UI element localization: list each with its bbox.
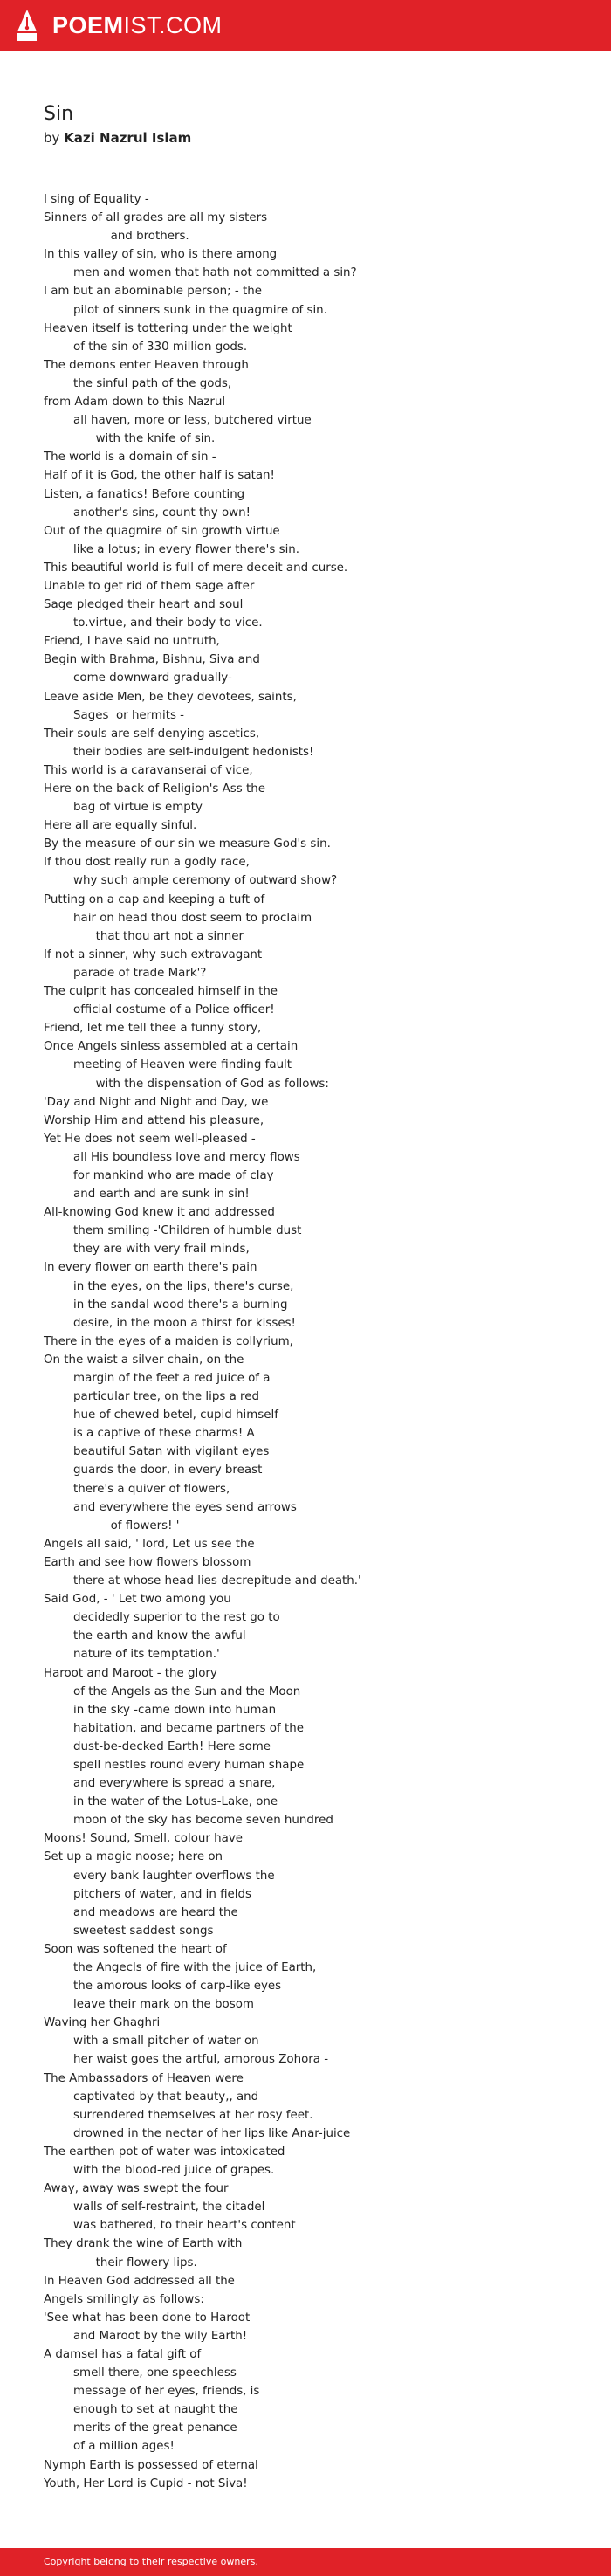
poem-line: sweetest saddest songs xyxy=(44,1924,214,1938)
poem-line: smell there, one speechless xyxy=(44,2366,237,2380)
poem-line: all His boundless love and mercy flows xyxy=(44,1150,300,1164)
poem-line: her waist goes the artful, amorous Zohora - xyxy=(44,2053,329,2067)
poem-line: meeting of Heaven were finding fault xyxy=(44,1058,292,1072)
poem-line: message of her eyes, friends, is xyxy=(44,2385,260,2399)
poem-line: surrendered themselves at her rosy feet. xyxy=(44,2108,313,2122)
poem-line: I am but an abominable person; - the xyxy=(44,285,262,299)
poem-line: men and women that hath not committed a sin? xyxy=(44,266,357,280)
poem-line: drowned in the nectar of her lips like Anar-juice xyxy=(44,2126,351,2140)
logo-text-light: IST.COM xyxy=(123,12,223,38)
poem-line: Sage pledged their heart and soul xyxy=(44,598,244,612)
poem-line: Leave aside Men, be they devotees, saints, xyxy=(44,690,297,704)
poem-line: Friend, let me tell thee a funny story, xyxy=(44,1022,262,1036)
pen-nib-icon[interactable] xyxy=(16,9,38,42)
poem-line: Angels smilingly as follows: xyxy=(44,2292,204,2306)
poem-line: On the waist a silver chain, on the xyxy=(44,1353,244,1367)
poem-line: Nymph Earth is possessed of eternal xyxy=(44,2458,258,2472)
poem-line: Youth, Her Lord is Cupid - not Siva! xyxy=(44,2476,248,2490)
logo-text-bold: POEM xyxy=(52,12,124,38)
poem-line: pilot of sinners sunk in the quagmire of sin. xyxy=(44,303,327,317)
poem-line: them smiling -'Children of humble dust xyxy=(44,1224,302,1238)
poem-line: The demons enter Heaven through xyxy=(44,358,249,372)
poem-line: Haroot and Maroot - the glory xyxy=(44,1666,217,1680)
poem-line: The world is a domain of sin - xyxy=(44,451,216,465)
poem-line: They drank the wine of Earth with xyxy=(44,2237,243,2251)
poem-line: If thou dost really run a godly race, xyxy=(44,856,250,870)
poem-line: The Ambassadors of Heaven were xyxy=(44,2071,244,2085)
poem-line: Away, away was swept the four xyxy=(44,2182,229,2196)
poem-line: Here all are equally sinful. xyxy=(44,819,197,833)
poem-line: The earthen pot of water was intoxicated xyxy=(44,2145,285,2159)
poem-line: desire, in the moon a thirst for kisses! xyxy=(44,1316,296,1330)
poem-line: the earth and know the awful xyxy=(44,1629,246,1643)
poem-line: of the sin of 330 million gods. xyxy=(44,340,248,354)
poem-line: enough to set at naught the xyxy=(44,2403,238,2417)
poem-line: Unable to get rid of them sage after xyxy=(44,579,255,593)
poem-line: particular tree, on the lips a red xyxy=(44,1390,259,1404)
poem-line: and Maroot by the wily Earth! xyxy=(44,2329,248,2343)
poem-line: By the measure of our sin we measure God's sin. xyxy=(44,837,331,851)
poem-line: Sages or hermits - xyxy=(44,708,185,722)
poem-line: There in the eyes of a maiden is collyrium, xyxy=(44,1334,293,1348)
poem-line: there's a quiver of flowers, xyxy=(44,1482,230,1496)
poem-line: like a lotus; in every flower there's sin. xyxy=(44,542,300,556)
poem-line: This beautiful world is full of mere deceit and curse. xyxy=(44,561,348,575)
poem-line: and everywhere the eyes send arrows xyxy=(44,1500,297,1514)
poem-line: walls of self-restraint, the citadel xyxy=(44,2201,265,2214)
poem-line: all haven, more or less, butchered virtue xyxy=(44,414,312,428)
poem-line: Worship Him and attend his pleasure, xyxy=(44,1113,264,1127)
poem-line: with the dispensation of God as follows: xyxy=(44,1077,329,1091)
poem-line: If not a sinner, why such extravagant xyxy=(44,947,263,961)
poem-line: This world is a caravanserai of vice, xyxy=(44,763,253,777)
poem-line: All-knowing God knew it and addressed xyxy=(44,1206,275,1220)
poem-line: habitation, and became partners of the xyxy=(44,1721,304,1735)
poem-line: with the knife of sin. xyxy=(44,432,216,446)
poem-line: come downward gradually- xyxy=(44,672,232,685)
poem-line: Moons! Sound, Smell, colour have xyxy=(44,1832,244,1846)
poem-line: of flowers! ' xyxy=(44,1519,180,1533)
poem-line: Here on the back of Religion's Ass the xyxy=(44,782,265,796)
poem-line: Begin with Brahma, Bishnu, Siva and xyxy=(44,653,260,667)
poem-line: A damsel has a fatal gift of xyxy=(44,2347,202,2361)
poem-line: Putting on a cap and keeping a tuft of xyxy=(44,892,265,906)
poem-line: is a captive of these charms! A xyxy=(44,1427,255,1441)
poem-line: was bathered, to their heart's content xyxy=(44,2219,296,2233)
poem-line: dust-be-decked Earth! Here some xyxy=(44,1739,271,1753)
poem-line: Set up a magic noose; here on xyxy=(44,1850,223,1864)
poem-line: nature of its temptation.' xyxy=(44,1648,220,1662)
poem-line: 'See what has been done to Haroot xyxy=(44,2311,251,2325)
poem-line: they are with very frail minds, xyxy=(44,1243,250,1257)
poem-line: The culprit has concealed himself in the xyxy=(44,985,278,999)
poem-line: pitchers of water, and in fields xyxy=(44,1887,251,1901)
poem-line: merits of the great penance xyxy=(44,2421,237,2435)
poem-line: Heaven itself is tottering under the weight xyxy=(44,321,292,335)
poem-line: Waving her Ghaghri xyxy=(44,2016,161,2030)
poem-body xyxy=(44,190,585,2493)
author-name[interactable]: Kazi Nazrul Islam xyxy=(64,130,192,146)
poem-line: in the sandal wood there's a burning xyxy=(44,1298,288,1312)
poem-line: with the blood-red juice of grapes. xyxy=(44,2164,275,2178)
poem-line: to.virtue, and their body to vice. xyxy=(44,616,263,630)
poem-line: there at whose head lies decrepitude and death.' xyxy=(44,1574,361,1588)
poem-line: captivated by that beauty,, and xyxy=(44,2090,259,2104)
poem-line: moon of the sky has become seven hundred xyxy=(44,1814,333,1828)
poem-line: Their souls are self-denying ascetics, xyxy=(44,727,260,740)
poem-line: the Angecls of fire with the juice of Earth, xyxy=(44,1961,317,1974)
poem-line: Yet He does not seem well-pleased - xyxy=(44,1132,256,1146)
poem-line: another's sins, count thy own! xyxy=(44,506,251,520)
poem-line: Half of it is God, the other half is satan! xyxy=(44,469,275,483)
poem-line: beautiful Satan with vigilant eyes xyxy=(44,1445,270,1459)
poem-line: guards the door, in every breast xyxy=(44,1464,263,1477)
poem-title: Sin xyxy=(44,103,74,125)
poem-line: their bodies are self-indulgent hedonists! xyxy=(44,745,314,759)
poem-line: and meadows are heard the xyxy=(44,1905,238,1919)
poem-line: I sing of Equality - xyxy=(44,193,149,206)
poem-line: from Adam down to this Nazrul xyxy=(44,396,226,410)
poem-line: bag of virtue is empty xyxy=(44,801,203,815)
poem-line: In this valley of sin, who is there among xyxy=(44,248,278,262)
poem-line: why such ample ceremony of outward show? xyxy=(44,874,338,888)
poem-line: Said God, - ' Let two among you xyxy=(44,1593,231,1607)
poem-line: hue of chewed betel, cupid himself xyxy=(44,1409,278,1422)
poem-line: In every flower on earth there's pain xyxy=(44,1261,257,1275)
poem-line: Angels all said, ' lord, Let us see the xyxy=(44,1537,255,1551)
site-logo[interactable] xyxy=(52,12,223,38)
poem-line: that thou art not a sinner xyxy=(44,929,244,943)
poem-line: and brothers. xyxy=(44,230,189,244)
poem-line: spell nestles round every human shape xyxy=(44,1758,305,1772)
poem-line: the sinful path of the gods, xyxy=(44,376,232,390)
poem-line: official costume of a Police officer! xyxy=(44,1003,275,1017)
byline xyxy=(44,129,191,147)
poem-line: Friend, I have said no untruth, xyxy=(44,635,220,649)
poem-line: for mankind who are made of clay xyxy=(44,1168,274,1182)
footer-bar xyxy=(0,2548,611,2576)
poem-line: the amorous looks of carp-like eyes xyxy=(44,1980,282,1994)
top-bar xyxy=(0,0,611,51)
poem-line: leave their mark on the bosom xyxy=(44,1998,254,2012)
poem-line: their flowery lips. xyxy=(44,2256,197,2269)
poem-line: margin of the feet a red juice of a xyxy=(44,1372,271,1385)
poem-line: and everywhere is spread a snare, xyxy=(44,1777,276,1791)
poem-line: parade of trade Mark'? xyxy=(44,966,207,980)
poem-line: hair on head thou dost seem to proclaim xyxy=(44,911,312,925)
poem-line: In Heaven God addressed all the xyxy=(44,2274,235,2288)
poem-line: Once Angels sinless assembled at a certain xyxy=(44,1040,299,1054)
poem-line: in the eyes, on the lips, there's curse, xyxy=(44,1279,294,1293)
poem-line: 'Day and Night and Night and Day, we xyxy=(44,1095,269,1109)
by-label: by xyxy=(44,130,65,146)
poem-line: in the sky -came down into human xyxy=(44,1703,277,1717)
poem-line: every bank laughter overflows the xyxy=(44,1869,275,1883)
poem-line: Earth and see how flowers blossom xyxy=(44,1555,251,1569)
poem-line: in the water of the Lotus-Lake, one xyxy=(44,1795,278,1809)
poem-line: with a small pitcher of water on xyxy=(44,2035,259,2049)
poem-line: decidedly superior to the rest go to xyxy=(44,1611,280,1625)
poem-line: and earth and are sunk in sin! xyxy=(44,1188,250,1202)
poem-line: of a million ages! xyxy=(44,2440,175,2454)
copyright-text: Copyright belong to their respective owners. xyxy=(44,2556,258,2567)
poem-line: of the Angels as the Sun and the Moon xyxy=(44,1684,301,1698)
poem-line: Soon was softened the heart of xyxy=(44,1942,227,1956)
poem-line: Out of the quagmire of sin growth virtue xyxy=(44,524,280,538)
poem-line: Sinners of all grades are all my sisters xyxy=(44,211,268,225)
poem-line: Listen, a fanatics! Before counting xyxy=(44,487,245,501)
